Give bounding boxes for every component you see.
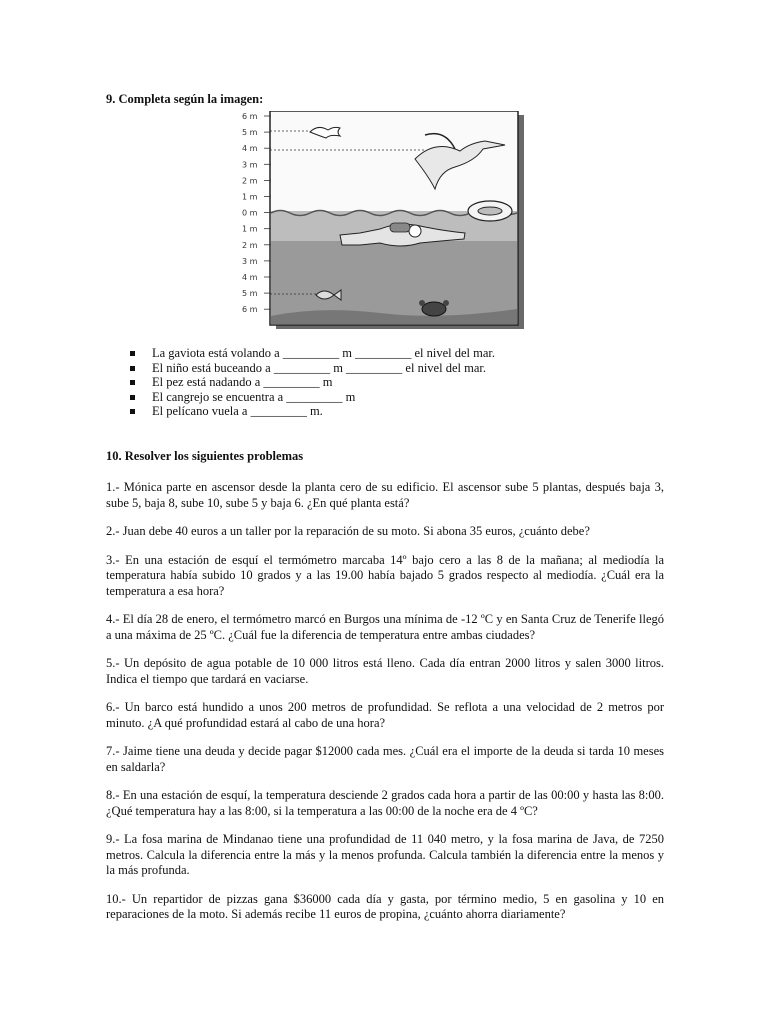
scale-label: 1 m — [242, 224, 258, 234]
problem-item: 5.- Un depósito de agua potable de 10 000 litros está lleno. Cada día entran 2000 litros y salen 3000 litros. Indica el tiempo que tardará en vaciarse. — [106, 656, 664, 686]
bullet-icon — [130, 366, 135, 371]
list-item-text: El pez está nadando a _________ m — [152, 375, 333, 389]
list-item — [130, 390, 630, 405]
list-item — [130, 404, 630, 419]
scale-label: 0 m — [242, 208, 258, 218]
fill-in-list — [130, 346, 630, 419]
problem-item: 2.- Juan debe 40 euros a un taller por la reparación de su moto. Si abona 35 euros, ¿cuánto debe? — [106, 524, 590, 538]
bullet-icon — [130, 409, 135, 414]
scale-label: 1 m — [242, 192, 258, 202]
problem-item: 10.- Un repartidor de pizzas gana $36000 cada día y gasta, por término medio, 5 en gasolina y 10 en reparaciones de la moto. Si además recibe 11 euros de propina, ¿cuánto ahorra diariamente? — [106, 891, 664, 921]
problem-item: 1.- Mónica parte en ascensor desde la planta cero de su edificio. El ascensor sube 5 plantas, después baja 3, sube 5, baja 8, sube 10, sube 5 y baja 6. ¿En qué planta está? — [106, 480, 664, 510]
scale-label: 4 m — [242, 273, 258, 282]
scale-label: 5 m — [242, 128, 258, 138]
list-item — [130, 375, 630, 390]
exercise-10-heading: 10. Resolver los siguientes problemas — [106, 449, 304, 463]
list-item-text: El pelícano vuela a _________ m. — [152, 404, 323, 418]
list-item — [130, 361, 630, 376]
scale-label: 4 m — [242, 144, 258, 154]
bullet-icon — [130, 395, 135, 400]
bullet-icon — [130, 380, 135, 385]
scale-label: 2 m — [242, 176, 258, 186]
scale-label: 6 m — [242, 305, 258, 315]
problem-item: 6.- Un barco está hundido a unos 200 metros de profundidad. Se reflota a una velocidad de 2 metros por minuto. ¿A qué profundidad estará al cabo de una hora? — [106, 700, 664, 730]
scale-label: 3 m — [242, 160, 258, 170]
sea-level-illustration — [240, 111, 530, 331]
problem-list — [106, 480, 664, 936]
problem-item: 9.- La fosa marina de Mindanao tiene una profundidad de 11 040 metro, y la fosa marina de Java, de 7250 metros. Calcula la diferencia entre la más y la menos profunda. Calcula también la diferencia entre la menos y la más profunda. — [106, 832, 664, 877]
problem-item: 3.- En una estación de esquí el termómetro marcaba 14º bajo cero a las 8 de la mañana; al mediodía la temperatura había subido 10 grados y a las 19.00 había bajado 5 grados respecto al mediodía. ¿Cuál era la temperatura a esa hora? — [106, 552, 664, 598]
life-ring-icon — [468, 201, 512, 221]
problem-item: 8.- En una estación de esquí, la temperatura desciende 2 grados cada hora a partir de las 00:00 y hasta las 8:00. ¿Qué temperatura hay a las 8:00, si la temperatura a las 00:00 de la noche era de 4 ºC? — [106, 788, 664, 818]
exercise-9 — [106, 92, 664, 108]
problem-item: 4.- El día 28 de enero, el termómetro marcó en Burgos una mínima de -12 ºC y en Santa Cruz de Tenerife llegó a una máxima de 25 ºC. ¿Cuál fue la diferencia de temperatura entre ambas ciudades? — [106, 612, 664, 642]
list-item-text: La gaviota está volando a _________ m _________ el nivel del mar. — [152, 346, 495, 360]
scale-label: 5 m — [242, 289, 258, 299]
list-item-text: El niño está buceando a _________ m _________ el nivel del mar. — [152, 360, 486, 375]
bullet-icon — [130, 351, 135, 356]
scale-label: 2 m — [242, 240, 258, 250]
list-item-text: El cangrejo se encuentra a _________ m — [152, 389, 356, 404]
exercise-9-heading: 9. Completa según la imagen: — [106, 92, 264, 106]
problem-item: 7.- Jaime tiene una deuda y decide pagar $12000 cada mes. ¿Cuál era el importe de la deuda si tarda 10 meses en saldarla? — [106, 744, 664, 774]
depth-scale — [242, 112, 271, 314]
scale-label: 3 m — [242, 256, 258, 266]
list-item — [130, 346, 630, 361]
scale-label: 6 m — [242, 112, 258, 121]
